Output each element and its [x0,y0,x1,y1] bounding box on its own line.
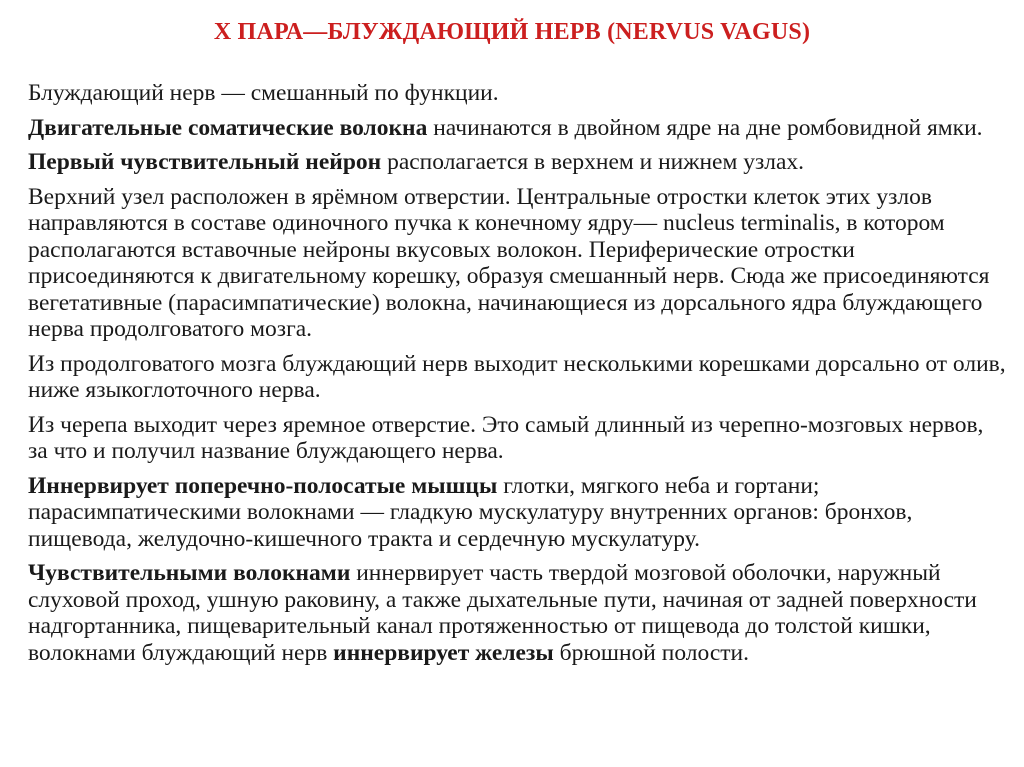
bold-text: Чувствительными волокнами [28,560,351,586]
paragraph [28,80,1008,107]
text-run: Блуждающий нерв — смешанный по функции. [28,80,499,106]
bold-text: иннервирует железы [333,639,554,666]
paragraph [28,351,1008,404]
text-run: глотки, мягкого неба и гортани; парасимпатическими волокнами — гладкую мускулатуру внутренних органов: бронхов, пищевода, желудочно-кишечного тракта и сердечную мускулатуру. [28,472,913,552]
bold-text: Двигательные соматические волокна [28,114,428,141]
paragraph [28,412,1008,465]
text-run: Из продолговатого мозга блуждающий нерв выходит несколькими корешками дорсально от олив, ниже языкоглоточного нерва. [28,350,1006,403]
text-run: брюшной полости. [553,639,749,666]
paragraph [28,149,1008,176]
slide-title: X ПАРА—БЛУЖДАЮЩИЙ НЕРВ (NERVUS VAGUS) [213,19,811,45]
paragraph [28,184,1008,343]
paragraph [28,473,1008,553]
text-run: иннервирует часть твердой мозговой оболочки, наружный слуховой проход, ушную раковину, а также дыхательные пути, начиная от задней поверхности надгортанника, пищеварительный канал протяженностью от пищевода до толстой кишки, волокнами блуждающий нерв [28,560,977,666]
text-run: располагается в верхнем и нижнем узлах. [381,149,805,175]
text-run: Верхний узел расположен в ярёмном отверстии. Центральные отростки клеток этих узлов направляются в составе одиночного пучка к конечному ядру— nucleus terminalis, в котором располагаются вставочные нейроны вкусовых волокон. Периферические отростки присоединяются к двигательному корешку, образуя смешанный нерв. Сюда же присоединяются вегетативные (парасимпатические) волокна, начинающиеся из дорсального ядра блуждающего нерва продолговатого мозга. [28,183,990,342]
bold-text: Иннервирует поперечно-полосатые мышцы [28,472,498,499]
paragraph [28,560,1008,666]
bold-text: Первый чувствительный нейрон [28,149,382,175]
slide-body [28,80,1008,674]
text-run: Из черепа выходит через яремное отверстие. Это самый длинный из черепно-мозговых нервов, за что и получил название блуждающего нерва. [28,411,984,464]
text-run: начинаются в двойном ядре на дне ромбовидной ямки. [427,114,983,141]
paragraph [28,115,1008,142]
